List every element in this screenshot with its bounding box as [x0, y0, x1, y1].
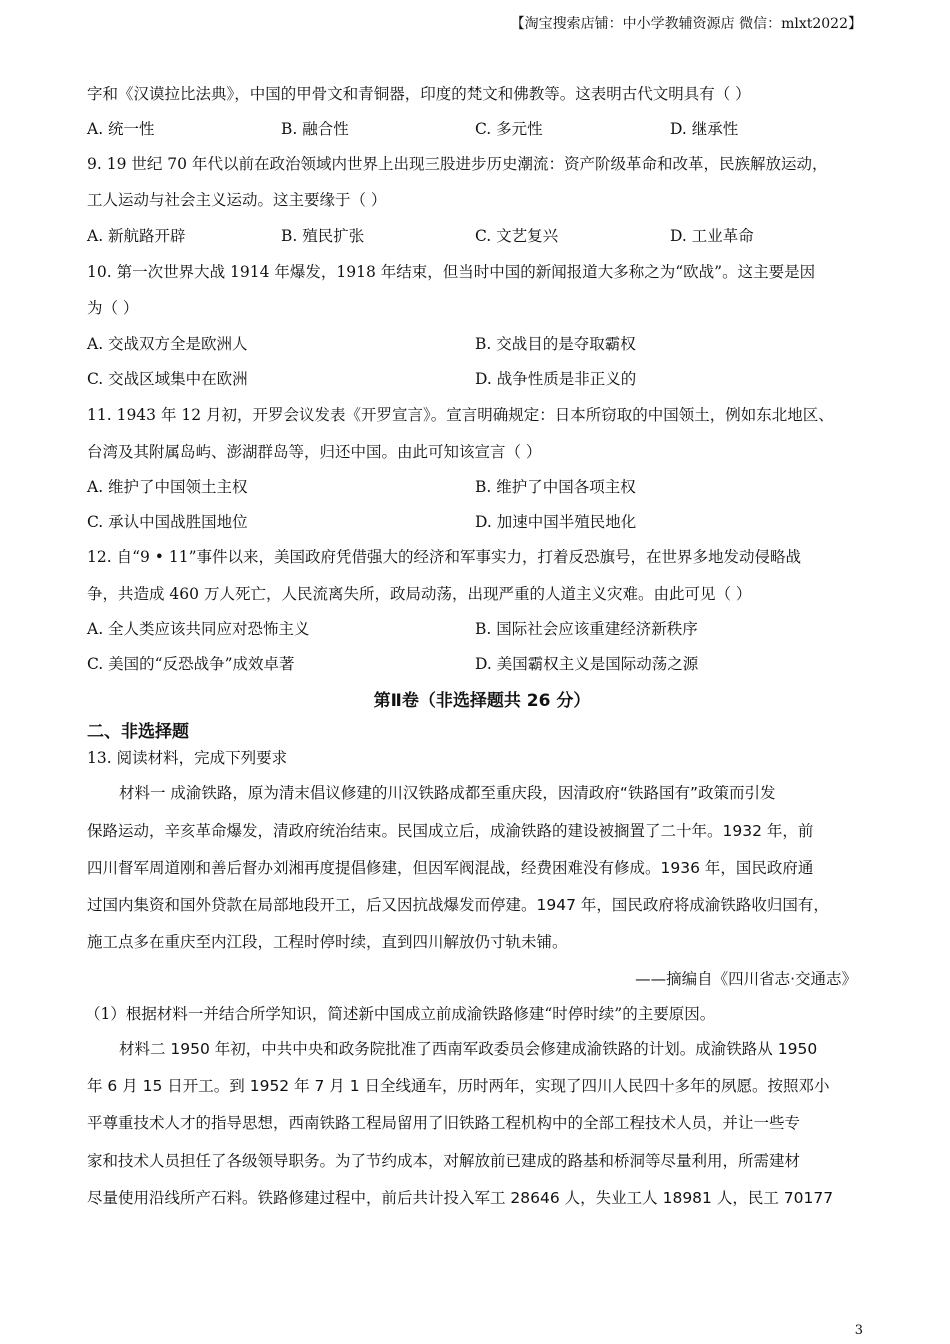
material2-line-5: 尽量使用沿线所产石料。铁路修建过程中，前后共计投入军工 28646 人，失业工人 18981 人，民工 70177: [87, 1189, 834, 1207]
q12-option-a: A. 全人类应该共同应对恐怖主义: [87, 620, 310, 638]
q8-options: [87, 117, 877, 137]
q8-option-d: D. 继承性: [670, 120, 739, 138]
q10-option-b: B. 交战目的是夺取霸权: [475, 335, 636, 353]
q8-stem-line: 字和《汉谟拉比法典》，中国的甲骨文和青铜器，印度的梵文和佛教等。这表明古代文明具有（ ）: [87, 85, 751, 103]
q9-options: [87, 224, 877, 244]
q9-option-c: C. 文艺复兴: [475, 227, 559, 245]
page-header: 【淘宝搜索店铺：中小学教辅资源店 微信：mlxt2022】: [510, 16, 862, 32]
q11-option-b: B. 维护了中国各项主权: [475, 478, 636, 496]
q11-stem-line-2: 台湾及其附属岛屿、澎湖群岛等，归还中国。由此可知该宣言（ ）: [87, 443, 542, 461]
q11-option-a: A. 维护了中国领土主权: [87, 478, 248, 496]
material1-source: ——摘编自《四川省志·交通志》: [635, 970, 857, 988]
q10-stem-line-2: 为（ ）: [87, 299, 139, 317]
section-heading: 二、非选择题: [87, 722, 189, 742]
page-number: 3: [854, 1323, 863, 1338]
sub-question-1: （1）根据材料一并结合所学知识，简述新中国成立前成渝铁路修建“时停时续”的主要原因。: [85, 1005, 716, 1023]
q9-stem-line-1: 9. 19 世纪 70 年代以前在政治领域内世界上出现三股进步历史潮流：资产阶级革命和改革，民族解放运动，: [87, 155, 828, 173]
q12-option-c: C. 美国的“反恐战争”成效卓著: [87, 655, 295, 673]
q9-stem-line-2: 工人运动与社会主义运动。这主要缘于（ ）: [87, 191, 387, 209]
q12-option-d: D. 美国霸权主义是国际动荡之源: [475, 655, 699, 673]
q11-option-d: D. 加速中国半殖民地化: [475, 513, 637, 531]
q12-stem-line-1: 12. 自“9 • 11”事件以来，美国政府凭借强大的经济和军事实力，打着反恐旗号，在世界多地发动侵略战: [87, 548, 802, 566]
q9-option-b: B. 殖民扩张: [281, 227, 365, 245]
section-title: 第Ⅱ卷（非选择题共 26 分）: [373, 691, 591, 711]
q11-stem-line-1: 11. 1943 年 12 月初，开罗会议发表《开罗宣言》。宣言明确规定：日本所窃取的中国领土，例如东北地区、: [87, 406, 834, 424]
q10-option-d: D. 战争性质是非正义的: [475, 370, 637, 388]
material1-line-5: 施工点多在重庆至内江段，工程时停时续，直到四川解放仍寸轨未铺。: [87, 933, 568, 951]
q12-option-b: B. 国际社会应该重建经济新秩序: [475, 620, 698, 638]
q10-option-a: A. 交战双方全是欧洲人: [87, 335, 248, 353]
q12-options-row-2: [87, 652, 877, 672]
q9-option-a: A. 新航路开辟: [87, 227, 186, 245]
q8-option-b: B. 融合性: [281, 120, 349, 138]
q13-stem: 13. 阅读材料，完成下列要求: [87, 749, 288, 767]
q12-options-row-1: [87, 617, 877, 637]
material2-line-3: 平尊重技术人才的指导思想，西南铁路工程局留用了旧铁路工程机构中的全部工程技术人员，并让一些专: [87, 1114, 801, 1132]
q10-stem-line-1: 10. 第一次世界大战 1914 年爆发，1918 年结束，但当时中国的新闻报道大多称之为“欧战”。这主要是因: [87, 263, 816, 281]
material1-line-1: 材料一 成渝铁路，原为清末倡议修建的川汉铁路成都至重庆段，因清政府“铁路国有”政策而引发: [119, 784, 776, 802]
q10-options-row-1: [87, 332, 877, 352]
material2-line-2: 年 6 月 15 日开工。到 1952 年 7 月 1 日全线通车，历时两年，实现了四川人民四十多年的夙愿。按照邓小: [87, 1077, 830, 1095]
material2-line-4: 家和技术人员担任了各级领导职务。为了节约成本，对解放前已建成的路基和桥洞等尽量利用，所需建材: [87, 1152, 801, 1170]
material1-line-3: 四川督军周道刚和善后督办刘湘再度提倡修建，但因军阀混战，经费困难没有修成。1936 年，国民政府通: [87, 859, 814, 877]
q10-option-c: C. 交战区域集中在欧洲: [87, 370, 248, 388]
q11-option-c: C. 承认中国战胜国地位: [87, 513, 248, 531]
q8-option-a: A. 统一性: [87, 120, 155, 138]
q9-option-d: D. 工业革命: [670, 227, 754, 245]
material1-line-4: 过国内集资和国外贷款在局部地段开工，后又因抗战爆发而停建。1947 年，国民政府将成渝铁路收归国有，: [87, 896, 829, 914]
material1-line-2: 保路运动，辛亥革命爆发，清政府统治结束。民国成立后，成渝铁路的建设被搁置了二十年。1932 年，前: [87, 822, 814, 840]
q11-options-row-1: [87, 475, 877, 495]
q8-option-c: C. 多元性: [475, 120, 543, 138]
q11-options-row-2: [87, 510, 877, 530]
material2-line-1: 材料二 1950 年初，中共中央和政务院批准了西南军政委员会修建成渝铁路的计划。成渝铁路从 1950: [119, 1040, 818, 1058]
q10-options-row-2: [87, 367, 877, 387]
q12-stem-line-2: 争，共造成 460 万人死亡，人民流离失所，政局动荡，出现严重的人道主义灾难。由此可见（ ）: [87, 585, 752, 603]
